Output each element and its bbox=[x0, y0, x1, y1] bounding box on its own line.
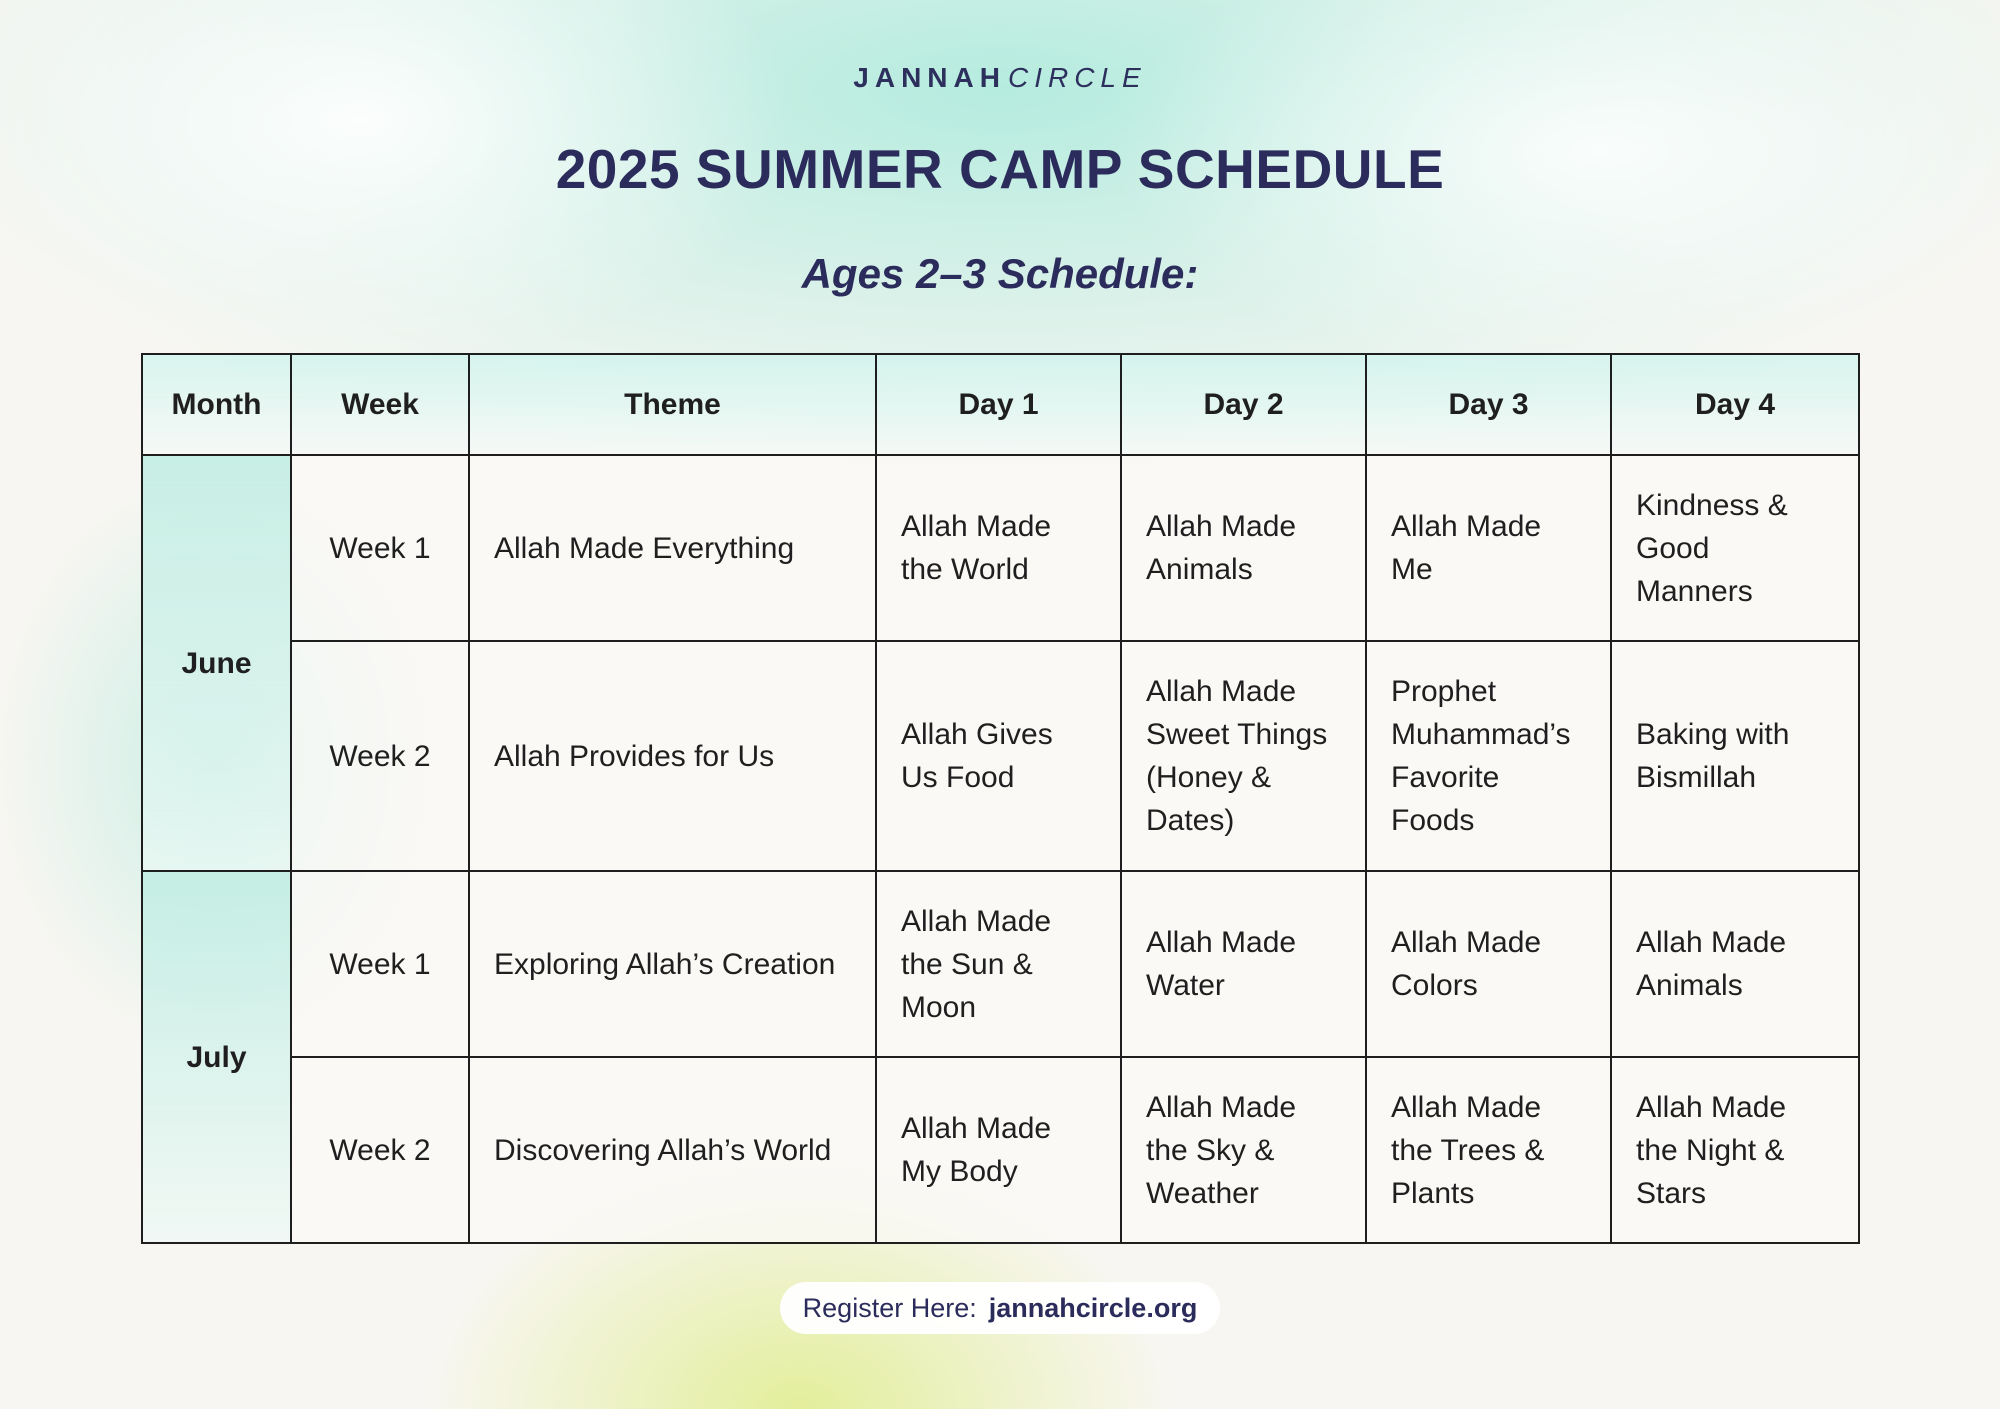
day-cell: Allah Made Sweet Things (Honey & Dates) bbox=[1121, 641, 1366, 871]
theme-cell: Exploring Allah’s Creation bbox=[469, 871, 876, 1057]
day-cell: Allah Made Animals bbox=[1611, 871, 1859, 1057]
brand-logo-part2: CIRCLE bbox=[1007, 62, 1147, 93]
week-cell: Week 2 bbox=[291, 641, 469, 871]
day-cell: Allah Made the Sky & Weather bbox=[1121, 1057, 1366, 1243]
header-day-4: Day 4 bbox=[1611, 354, 1859, 455]
week-cell: Week 1 bbox=[291, 455, 469, 641]
day-cell: Allah Made My Body bbox=[876, 1057, 1121, 1243]
table-header-row bbox=[142, 354, 1859, 455]
table-row bbox=[142, 871, 1859, 1057]
theme-cell: Allah Provides for Us bbox=[469, 641, 876, 871]
day-cell: Allah Made Me bbox=[1366, 455, 1611, 641]
header-month: Month bbox=[142, 354, 291, 455]
register-label: Register Here: bbox=[802, 1292, 977, 1323]
brand-logo bbox=[0, 62, 2000, 94]
month-cell-june: June bbox=[142, 455, 291, 871]
day-cell: Baking with Bismillah bbox=[1611, 641, 1859, 871]
day-cell: Allah Made the Night & Stars bbox=[1611, 1057, 1859, 1243]
schedule-table bbox=[141, 353, 1860, 1244]
month-cell-july: July bbox=[142, 871, 291, 1243]
table-row bbox=[142, 1057, 1859, 1243]
day-cell: Allah Made the Sun & Moon bbox=[876, 871, 1121, 1057]
table-row bbox=[142, 641, 1859, 871]
header-day-2: Day 2 bbox=[1121, 354, 1366, 455]
table-row bbox=[142, 455, 1859, 641]
day-cell: Allah Gives Us Food bbox=[876, 641, 1121, 871]
header-theme: Theme bbox=[469, 354, 876, 455]
theme-cell: Discovering Allah’s World bbox=[469, 1057, 876, 1243]
page-subtitle: Ages 2–3 Schedule: bbox=[801, 250, 1199, 297]
header-day-3: Day 3 bbox=[1366, 354, 1611, 455]
brand-logo-part1: JANNAH bbox=[853, 62, 1006, 93]
register-link[interactable]: jannahcircle.org bbox=[988, 1292, 1198, 1323]
day-cell: Allah Made Animals bbox=[1121, 455, 1366, 641]
day-cell: Allah Made Colors bbox=[1366, 871, 1611, 1057]
register-pill bbox=[780, 1282, 1220, 1334]
week-cell: Week 2 bbox=[291, 1057, 469, 1243]
theme-cell: Allah Made Everything bbox=[469, 455, 876, 641]
header-week: Week bbox=[291, 354, 469, 455]
page-title: 2025 SUMMER CAMP SCHEDULE bbox=[555, 138, 1445, 200]
day-cell: Allah Made the Trees & Plants bbox=[1366, 1057, 1611, 1243]
day-cell: Kindness & Good Manners bbox=[1611, 455, 1859, 641]
week-cell: Week 1 bbox=[291, 871, 469, 1057]
day-cell: Prophet Muhammad’s Favorite Foods bbox=[1366, 641, 1611, 871]
day-cell: Allah Made Water bbox=[1121, 871, 1366, 1057]
header-day-1: Day 1 bbox=[876, 354, 1121, 455]
day-cell: Allah Made the World bbox=[876, 455, 1121, 641]
